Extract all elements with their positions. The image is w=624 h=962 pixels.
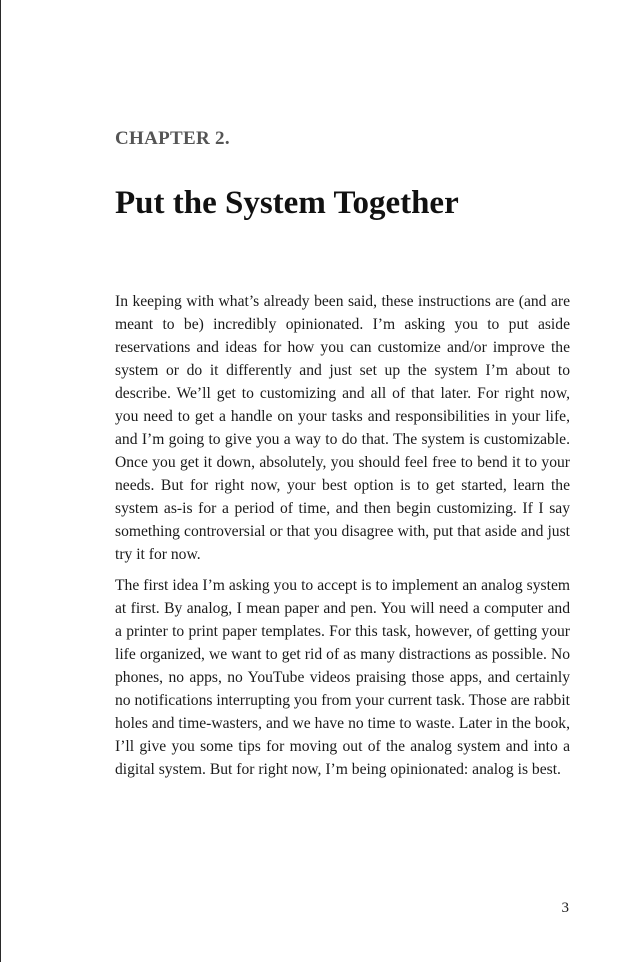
page-number: 3	[561, 900, 569, 916]
paragraph-1: In keeping with what’s already been said, these instructions are (and are meant to be) incredibly opinionated. I’m asking you to put aside reservations and ideas for how you can customize and/or improve the system or do it differently and just set up the system I’m about to describe. We’ll get to customizing and all of that later. For right now, you need to get a handle on your tasks and responsibilities in your life, and I’m going to give you a way to do that. The system is customizable. Once you get it down, absolutely, you should feel free to bend it to your needs. But for right now, your best option is to get started, learn the system as-is for a period of time, and then begin customizing. If I say something controversial or that you disagree with, put that aside and just try it for now.	[115, 293, 570, 563]
page-edge	[0, 0, 1, 962]
chapter-title: Put the System Together	[115, 185, 459, 221]
paragraph-2: The first idea I’m asking you to accept is to implement an analog system at first. By analog, I mean paper and pen. You will need a computer and a printer to print paper templates. For this task, however, of getting your life organized, we want to get rid of as many distractions as possible. No phones, no apps, no YouTube videos praising those apps, and certainly no notifications interrupting you from your current task. Those are rabbit holes and time-wasters, and we have no time to waste. Later in the book, I’ll give you some tips for moving out of the analog system and into a digital system. But for right now, I’m being opinionated: analog is best.	[115, 577, 570, 778]
chapter-label: CHAPTER 2.	[115, 128, 230, 149]
body-text	[115, 290, 570, 789]
